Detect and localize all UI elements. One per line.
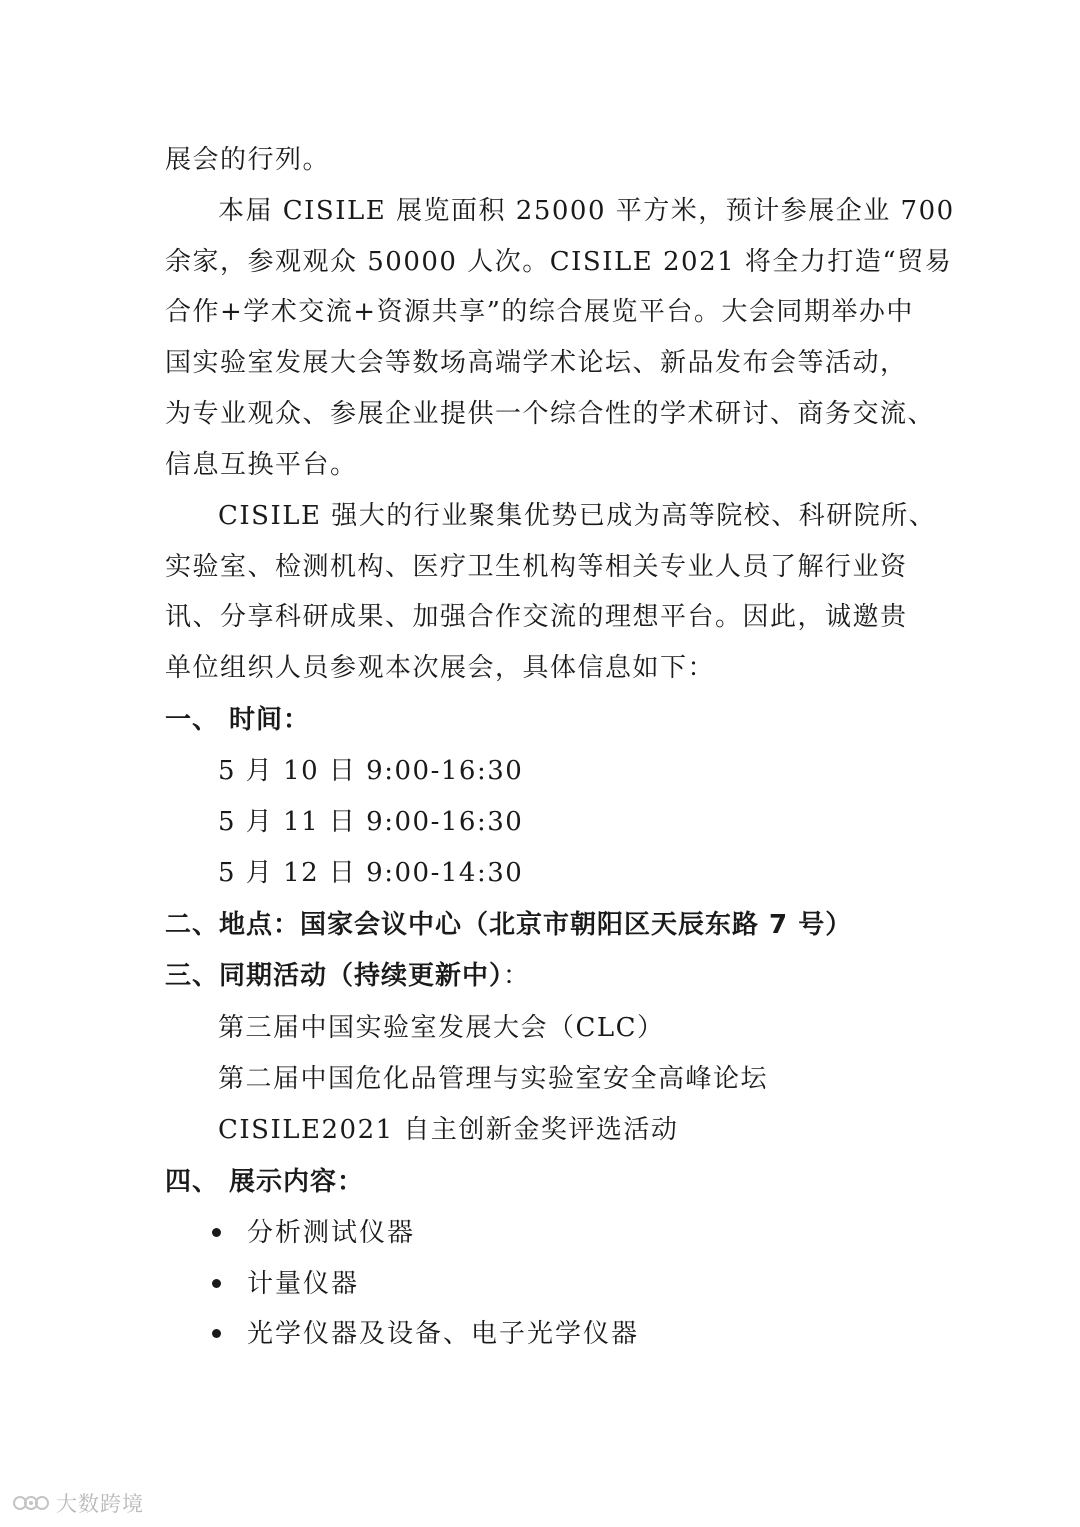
paragraph-line: 本届 CISILE 展览面积 25000 平方米，预计参展企业 700 bbox=[218, 196, 955, 226]
paragraph-line: CISILE 强大的行业聚集优势已成为高等院校、科研院所、 bbox=[218, 501, 937, 531]
section-heading-activities bbox=[165, 956, 925, 996]
watermark-text: 大数跨境 bbox=[56, 1492, 144, 1516]
exhibit-list-item bbox=[212, 1213, 415, 1253]
exhibit-item-label: 光学仪器及设备、电子光学仪器 bbox=[247, 1319, 640, 1349]
time-item: 5 月 10 日 9:00-16:30 bbox=[218, 756, 524, 786]
paragraph-line: 合作+学术交流+资源共享”的综合展览平台。大会同期举办中 bbox=[165, 297, 914, 327]
section-heading-exhibits: 四、 展示内容： bbox=[165, 1167, 365, 1197]
bullet-icon bbox=[212, 1279, 221, 1288]
time-item: 5 月 12 日 9:00-14:30 bbox=[218, 858, 524, 888]
bullet-icon bbox=[212, 1228, 221, 1237]
watermark bbox=[12, 1488, 144, 1518]
paragraph-line: 为专业观众、参展企业提供一个综合性的学术研讨、商务交流、 bbox=[165, 399, 936, 429]
watermark-logo-icon bbox=[12, 1491, 50, 1515]
exhibit-list-item bbox=[212, 1314, 639, 1354]
paragraph-line: 讯、分享科研成果、加强合作交流的理想平台。因此，诚邀贵 bbox=[165, 602, 908, 632]
exhibit-item-label: 计量仪器 bbox=[247, 1269, 360, 1299]
time-item: 5 月 11 日 9:00-16:30 bbox=[218, 807, 524, 837]
activities-heading-text: 三、同期活动（持续更新中） bbox=[165, 961, 504, 991]
activities-heading-colon: ： bbox=[503, 961, 531, 991]
paragraph-line: 展会的行列。 bbox=[165, 145, 331, 175]
activity-item: CISILE2021 自主创新金奖评选活动 bbox=[218, 1115, 679, 1145]
paragraph-line: 余家，参观观众 50000 人次。CISILE 2021 将全力打造“贸易 bbox=[165, 247, 953, 277]
section-heading-time: 一、 时间： bbox=[165, 705, 311, 735]
activity-item: 第三届中国实验室发展大会（CLC） bbox=[218, 1013, 665, 1043]
exhibit-item-label: 分析测试仪器 bbox=[247, 1218, 416, 1248]
bullet-icon bbox=[212, 1329, 221, 1338]
section-heading-location: 二、地点：国家会议中心（北京市朝阳区天辰东路 7 号） bbox=[165, 910, 853, 940]
paragraph-line: 国实验室发展大会等数场高端学术论坛、新品发布会等活动， bbox=[165, 348, 908, 378]
exhibit-list-item bbox=[212, 1264, 359, 1304]
paragraph-line: 单位组织人员参观本次展会，具体信息如下： bbox=[165, 653, 716, 683]
activity-item: 第二届中国危化品管理与实验室安全高峰论坛 bbox=[218, 1064, 769, 1094]
paragraph-line: 实验室、检测机构、医疗卫生机构等相关专业人员了解行业资 bbox=[165, 552, 908, 582]
paragraph-line: 信息互换平台。 bbox=[165, 450, 358, 480]
